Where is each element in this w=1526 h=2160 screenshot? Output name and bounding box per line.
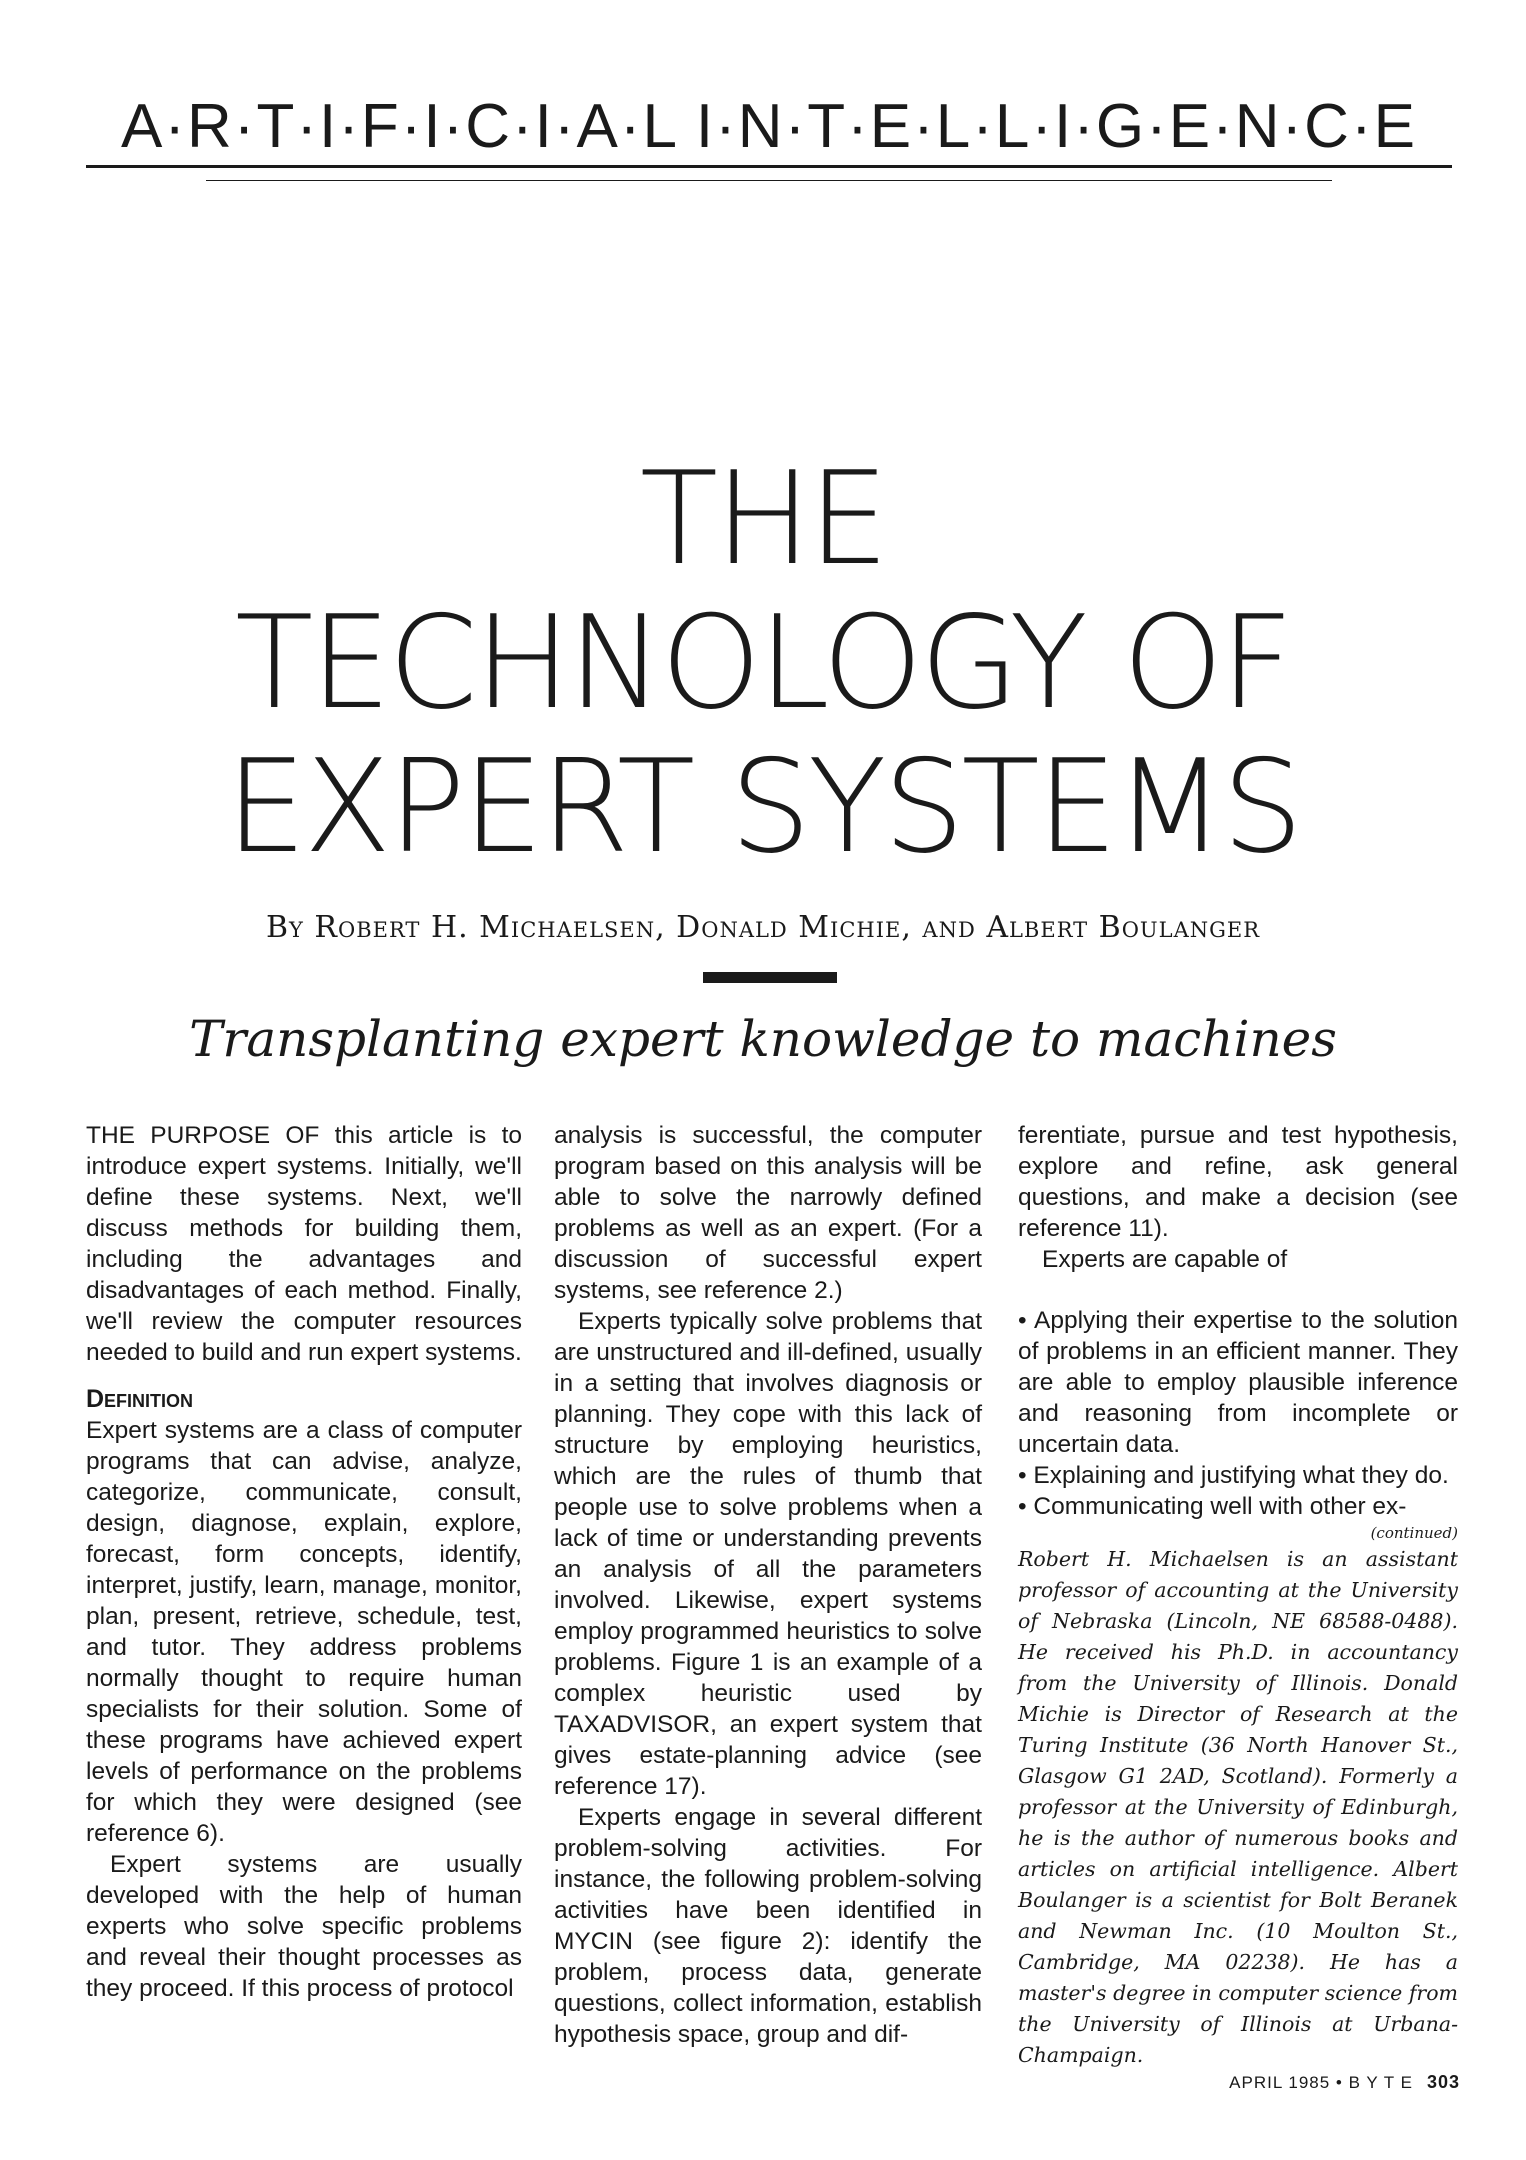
author-bio: Robert H. Michaelsen is an assistant professor of accounting at the University of Nebraska (Lincoln, NE 68588-0488). He received his Ph.D. in accountancy from the University of Illinois. Donald Michie is Director of Research at the Turing Institute (36 North Hanover St., Glasgow G1 2AD, Scotland). Formerly a professor at the University of Edinburgh, he is the author of numerous books and articles on artificial intelligence. Albert Boulanger is a scientist for Bolt Beranek and Newman Inc. (10 Moulton St., Cambridge, MA 02238). He has a master's degree in computer science from the University of Illinois at Urbana-Champaign. <box>1018 1547 1458 2067</box>
continued-note: (continued) <box>1370 1524 1458 1542</box>
column-2 <box>554 1120 982 2050</box>
title-line-3: EXPERT SYSTEMS <box>225 733 1301 882</box>
paragraph: Experts engage in several different problem-solving activities. For instance, the following problem-solving activities have been identified in MYCIN (see figure 2): identify the problem, process data, generate questions, collect information, establish hypothesis space, group and dif- <box>554 1804 982 2048</box>
page-number: 303 <box>1426 2072 1460 2092</box>
title-line-2: TECHNOLOGY OF <box>235 589 1291 738</box>
subtitle: Transplanting expert knowledge to machines <box>189 1010 1337 1068</box>
bullet-item: • Applying their expertise to the solution of problems in an efficient manner. They are able to employ plausible inference and reasoning from incomplete or uncertain data. <box>1018 1307 1458 1458</box>
byline: By Robert H. Michaelsen, Donald Michie, and Albert Boulanger <box>265 910 1261 945</box>
spacer <box>1018 1275 1458 1305</box>
bullet-item: • Explaining and justifying what they do. <box>1018 1462 1449 1489</box>
title-line-1: THE <box>639 445 887 594</box>
header-rule-thin <box>206 180 1332 181</box>
header-rule-thick <box>86 165 1452 168</box>
paragraph: Experts are capable of <box>1042 1246 1288 1273</box>
paragraph-intro: THE PURPOSE OF this article is to introduce expert systems. Initially, we'll define these systems. Next, we'll discuss methods for building them, including the advantages and disadvantages of each method. Finally, we'll review the computer resources needed to build and run expert systems. <box>86 1122 522 1366</box>
bullet-item: • Communicating well with other ex- <box>1018 1493 1407 1520</box>
footer-issue: APRIL 1985 • B Y T E <box>1229 2073 1413 2092</box>
paragraph: Expert systems are usually developed with the help of human experts who solve specific problems and reveal their thought processes as they proceed. If this process of protocol <box>86 1851 522 2002</box>
section-header: A·R·T·I·F·I·C·I·A·L I·N·T·E·L·L·I·G·E·N·C·E <box>121 92 1417 161</box>
paragraph: ferentiate, pursue and test hypothesis, explore and refine, ask general questions, and make a decision (see reference 11). <box>1018 1122 1458 1242</box>
article-title <box>100 445 1426 882</box>
byline-rule <box>703 972 837 983</box>
column-1 <box>86 1120 522 2004</box>
page-footer <box>1229 2072 1460 2093</box>
paragraph: Experts typically solve problems that are unstructured and ill-defined, usually in a setting that involves diagnosis or planning. They cope with this lack of structure by employing heuristics, which are the rules of thumb that people use to solve problems when a lack of time or understanding prevents an analysis of all the parameters involved. Likewise, expert systems employ programmed heuristics to solve problems. Figure 1 is an example of a complex heuristic used by TAXADVISOR, an expert system that gives estate-planning advice (see reference 17). <box>554 1308 982 1800</box>
column-3 <box>1018 1120 1458 2071</box>
section-heading-definition: Definition <box>86 1385 194 1413</box>
paragraph: analysis is successful, the computer program based on this analysis will be able to solve the narrowly defined problems as well as an expert. (For a discussion of successful expert systems, see reference 2.) <box>554 1122 982 1304</box>
paragraph: Expert systems are a class of computer programs that can advise, analyze, categorize, communicate, consult, design, diagnose, explain, explore, forecast, form concepts, identify, interpret, justify, learn, manage, monitor, plan, present, retrieve, schedule, test, and tutor. They address problems normally thought to require human specialists for their solution. Some of these programs have achieved expert levels of performance on the problems for which they were designed (see reference 6). <box>86 1417 522 1847</box>
